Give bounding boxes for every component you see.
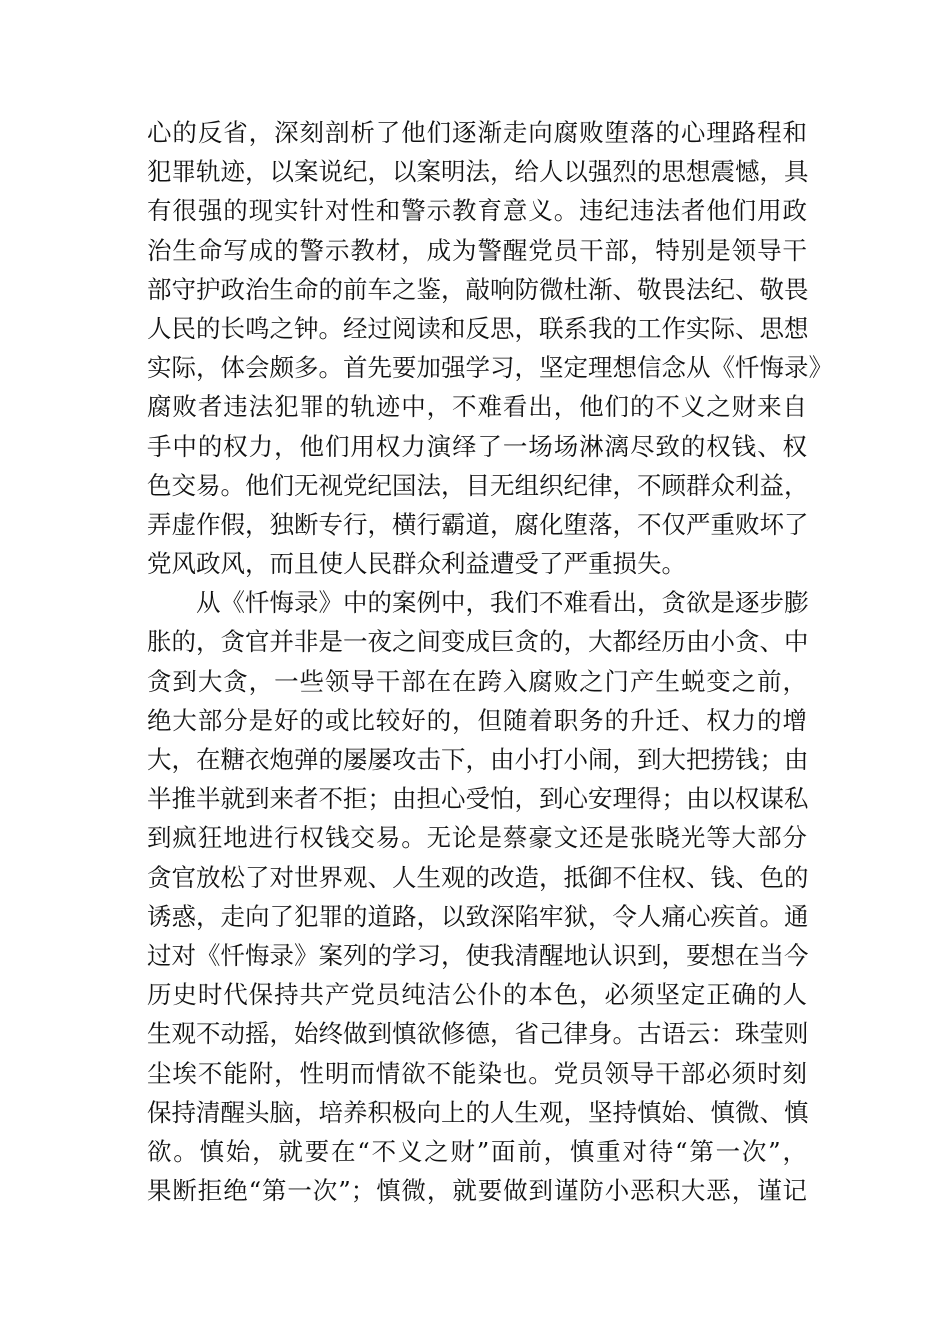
text-line: 部守护政治生命的前车之鉴，敲响防微杜渐、敬畏法纪、敬畏 (147, 274, 809, 304)
text-line: 腐败者违法犯罪的轨迹中，不难看出，他们的不义之财来自 (147, 392, 807, 422)
body-text (147, 113, 833, 1210)
text-line: 胀的，贪官并非是一夜之间变成巨贪的，大都经历由小贪、中 (147, 627, 809, 657)
text-line: 贪到大贪，一些领导干部在在跨入腐败之门产生蜕变之前， (147, 666, 807, 696)
text-line: 人民的长鸣之钟。经过阅读和反思，联系我的工作实际、思想 (147, 313, 809, 343)
text-line: 半推半就到来者不拒；由担心受怕，到心安理得；由以权谋私 (147, 784, 809, 814)
paragraph-1 (147, 113, 833, 583)
text-line: 犯罪轨迹，以案说纪，以案明法，给人以强烈的思想震憾，具 (147, 157, 809, 187)
text-line: 生观不动摇，始终做到慎欲修德，省己律身。古语云：珠莹则 (147, 1019, 809, 1049)
text-line: 绝大部分是好的或比较好的，但随着职务的升迁、权力的增 (147, 705, 807, 735)
text-line: 尘埃不能附，性明而情欲不能染也。党员领导干部必须时刻 (147, 1058, 807, 1088)
text-line: 实际，体会颇多。首先要加强学习，坚定理想信念从《忏悔录》 (147, 353, 833, 383)
text-line: 色交易。他们无视党纪国法，目无组织纪律，不顾群众利益， (147, 470, 809, 500)
text-line: 大，在糖衣炮弹的屡屡攻击下，由小打小闹，到大把捞钱；由 (147, 745, 809, 774)
text-line: 党风政风，而且使人民群众利益遭受了严重损失。 (147, 549, 686, 579)
text-line: 历史时代保持共产党员纯洁公仆的本色，必须坚定正确的人 (147, 980, 807, 1010)
text-line: 欲。慎始，就要在“不义之财”面前，慎重对待“第一次”， (147, 1136, 807, 1166)
text-line: 果断拒绝“第一次”；慎微，就要做到谨防小恶积大恶，谨记 (147, 1176, 807, 1206)
text-line: 从《忏悔录》中的案例中，我们不难看出，贪欲是逐步膨 (196, 588, 809, 618)
text-line: 贪官放松了对世界观、人生观的改造，抵御不住权、钱、色的 (147, 862, 809, 892)
text-line: 手中的权力，他们用权力演绎了一场场淋漓尽致的权钱、权 (147, 431, 807, 461)
text-line: 诱惑，走向了犯罪的道路，以致深陷牢狱，令人痛心疾首。通 (147, 901, 809, 931)
text-line: 弄虚作假，独断专行，横行霸道，腐化堕落，不仅严重败坏了 (147, 509, 809, 539)
text-line: 保持清醒头脑，培养积极向上的人生观，坚持慎始、慎微、慎 (147, 1097, 809, 1127)
text-line: 过对《忏悔录》案列的学习，使我清醒地认识到，要想在当今 (147, 940, 809, 970)
text-line: 心的反省，深刻剖析了他们逐渐走向腐败堕落的心理路程和 (147, 118, 807, 147)
text-line: 治生命写成的警示教材，成为警醒党员干部，特别是领导干 (147, 235, 807, 265)
text-line: 到疯狂地进行权钱交易。无论是蔡豪文还是张晓光等大部分 (147, 823, 807, 853)
paragraph-2 (147, 583, 807, 1210)
text-line: 有很强的现实针对性和警示教育意义。违纪违法者他们用政 (147, 196, 807, 226)
